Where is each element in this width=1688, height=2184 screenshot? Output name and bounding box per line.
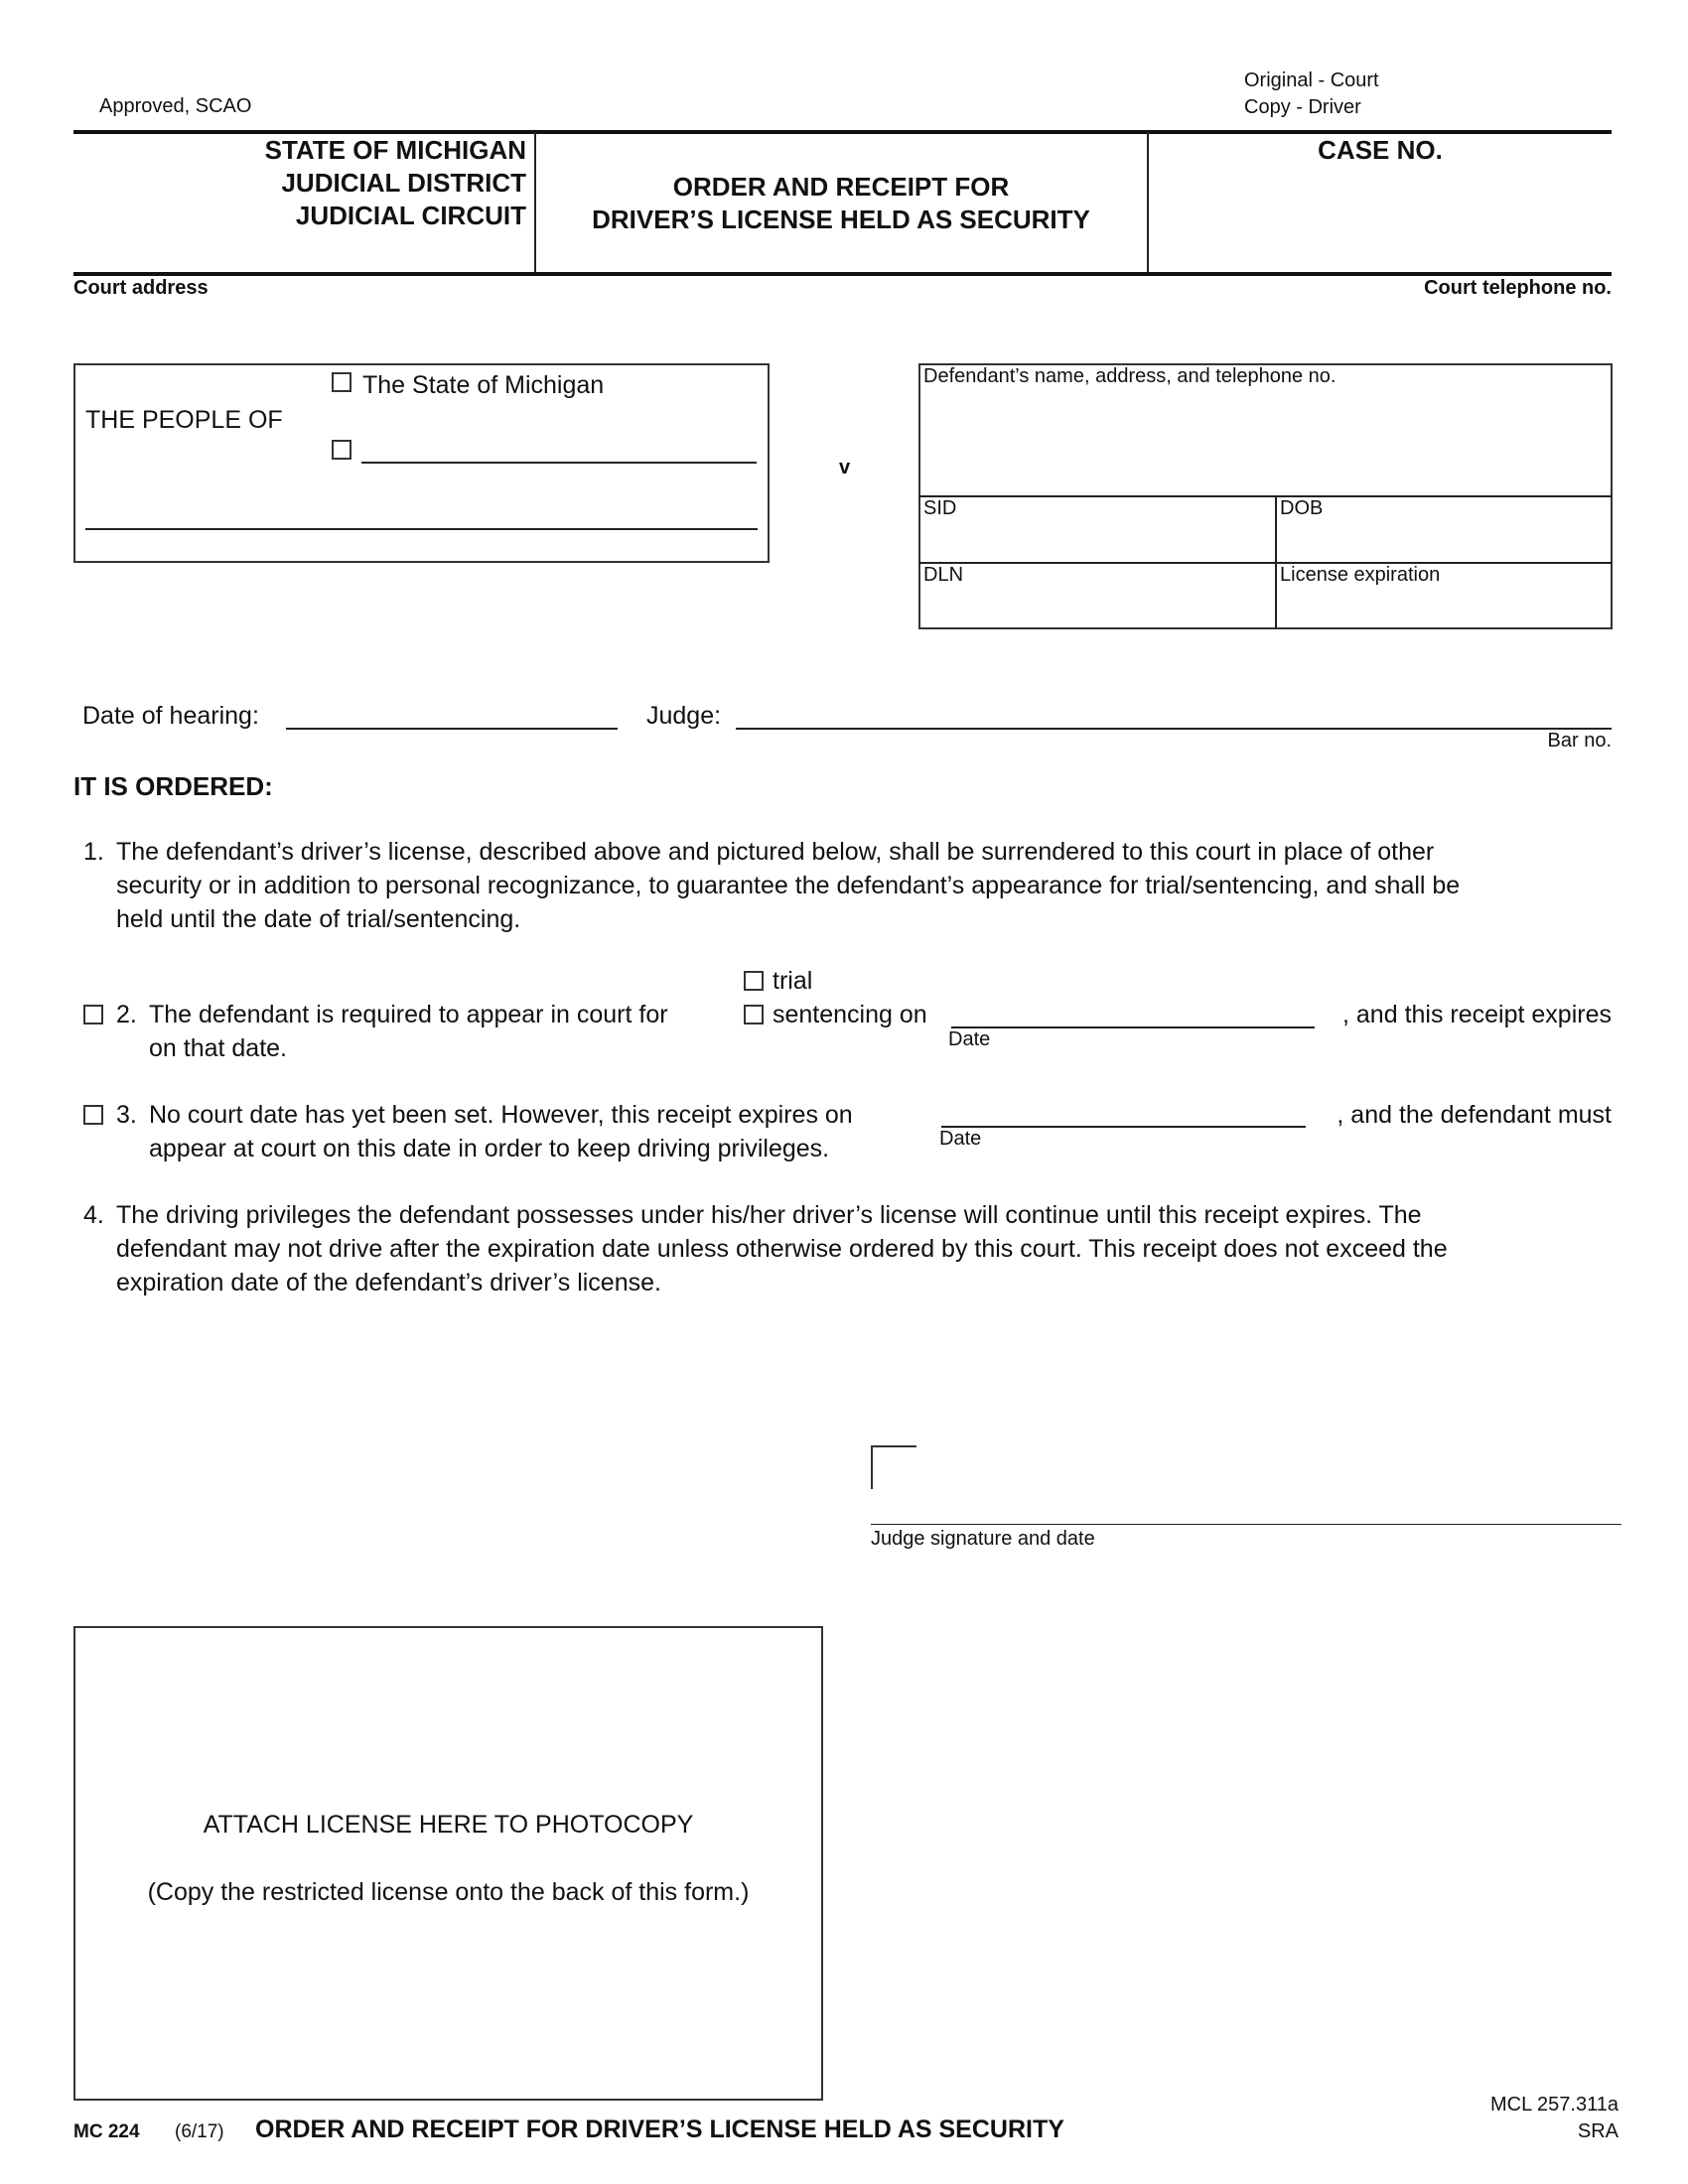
item1-line3: held until the date of trial/sentencing. [116,905,521,933]
sra-label: SRA [1577,2120,1618,2142]
item2-date-label: Date [948,1028,991,1050]
distribution-original: Original - Court [1244,69,1379,91]
item2-line2: on that date. [149,1034,288,1062]
order-heading: IT IS ORDERED: [73,771,273,801]
circuit-label: JUDICIAL CIRCUIT [295,201,526,230]
license-expiration-field[interactable] [1280,588,1603,625]
footer-title: ORDER AND RECEIPT FOR DRIVER’S LICENSE HELD AS SECURITY [255,2116,1064,2143]
attach-license-note: (Copy the restricted license onto the back of this form.) [147,1878,750,1906]
item1-line1: The defendant’s driver’s license, described above and pictured below, shall be surrendered to this court in place of other [116,838,1435,866]
dob-label: DOB [1280,497,1324,519]
state-label: STATE OF MICHIGAN [264,135,526,165]
item2-text: The defendant is required to appear in court for [149,1001,668,1028]
item4-line1: The driving privileges the defendant possesses under his/her driver’s license will continue until this receipt expires. The [116,1201,1422,1229]
item3-tail: , and the defendant must [1336,1101,1612,1129]
other-plaintiff-line[interactable] [361,462,757,464]
defendant-info-field[interactable] [923,393,1599,492]
distribution-copy: Copy - Driver [1244,96,1361,118]
item2-checkbox[interactable] [83,1005,103,1024]
court-address-field[interactable] [73,303,1066,352]
approved-label: Approved, SCAO [99,95,252,117]
header-divider-left [534,132,536,273]
date-of-hearing-line[interactable] [286,728,618,730]
item4-number: 4. [83,1201,104,1229]
defendant-info-label: Defendant’s name, address, and telephone no. [923,365,1336,387]
license-expiration-label: License expiration [1280,564,1441,586]
versus-label: v [839,457,851,478]
other-plaintiff-checkbox[interactable] [332,440,352,460]
signature-line [871,1524,1621,1525]
dob-field[interactable] [1280,521,1603,559]
mcl-citation: MCL 257.311a [1490,2094,1618,2116]
attach-license-instruction: ATTACH LICENSE HERE TO PHOTOCOPY [203,1811,694,1839]
form-number: MC 224 [73,2121,140,2142]
sentencing-checkbox[interactable] [744,1005,764,1024]
trial-label: trial [773,967,813,995]
form-title-line1: ORDER AND RECEIPT FOR [672,172,1010,202]
item3-date-label: Date [939,1128,982,1150]
form-revision: (6/17) [175,2121,224,2142]
item2-tail: , and this receipt expires [1342,1001,1612,1028]
judge-line[interactable] [736,728,1612,730]
item3-date-line[interactable] [941,1126,1306,1128]
item3-line2: appear at court on this date in order to keep driving privileges. [149,1135,830,1162]
state-of-michigan-checkbox[interactable] [332,372,352,392]
item2-number: 2. [116,1001,137,1028]
people-of-label: THE PEOPLE OF [85,406,283,434]
court-phone-label: Court telephone no. [1424,277,1612,299]
sid-field[interactable] [923,521,1266,559]
header-top-rule [73,130,1612,134]
case-no-field[interactable] [1172,171,1589,260]
item4-line3: expiration date of the defendant’s driver’s license. [116,1269,661,1297]
court-address-label: Court address [73,277,209,299]
judge-signature-field[interactable] [874,1451,1609,1521]
defendant-col-divider [1275,495,1277,629]
state-of-michigan-label: The State of Michigan [362,371,605,399]
defendant-row-divider-2 [918,562,1613,564]
dln-field[interactable] [923,588,1266,625]
item3-number: 3. [116,1101,137,1129]
trial-checkbox[interactable] [744,971,764,991]
judge-label: Judge: [646,702,722,730]
sentencing-label: sentencing on [773,1001,927,1028]
item1-line2: security or in addition to personal recognizance, to guarantee the defendant’s appearance for trial/sentencing, and shall be [116,872,1461,899]
header-bottom-rule [73,272,1612,276]
item2-date-line[interactable] [951,1026,1315,1028]
item3-checkbox[interactable] [83,1105,103,1125]
sid-label: SID [923,497,957,519]
attach-license-box [73,1626,823,2101]
defendant-row-divider-1 [918,495,1613,497]
item4-line2: defendant may not drive after the expiration date unless otherwise ordered by this court. This receipt does not exceed the [116,1235,1448,1263]
judge-signature-label: Judge signature and date [871,1528,1095,1550]
dln-label: DLN [923,564,964,586]
item3-text: No court date has yet been set. However, this receipt expires on [149,1101,853,1129]
date-of-hearing-label: Date of hearing: [82,702,259,730]
bar-no-label: Bar no. [1547,730,1612,751]
district-label: JUDICIAL DISTRICT [281,168,526,198]
form-title-line2: DRIVER’S LICENSE HELD AS SECURITY [592,205,1090,234]
plaintiff-extra-line[interactable] [85,528,758,530]
case-no-label: CASE NO. [1318,135,1443,165]
item1-number: 1. [83,838,104,866]
